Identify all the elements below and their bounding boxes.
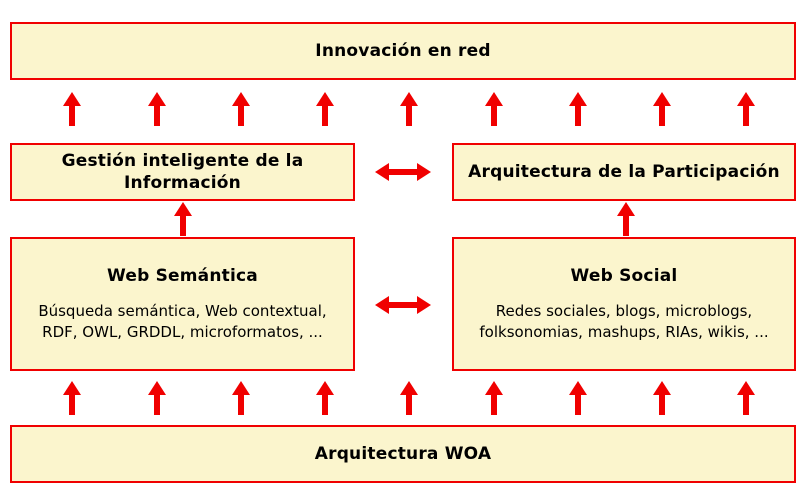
arrow-up-innovacion-3 — [232, 92, 250, 126]
box-title: Arquitectura de la Participación — [468, 162, 780, 182]
arrow-shaft — [406, 104, 412, 126]
arrow-shaft — [238, 104, 244, 126]
arrow-shaft — [743, 393, 749, 415]
arrow-bidirectional-middle — [375, 163, 431, 181]
arrow-up-woa-5 — [400, 381, 418, 415]
box-arquitectura-woa — [10, 425, 796, 483]
arrow-up-semantica-to-gestion — [174, 202, 192, 236]
arrow-head-right-icon — [417, 296, 431, 314]
box-gestion-inteligente-informacion — [10, 143, 355, 201]
arrow-up-innovacion-5 — [400, 92, 418, 126]
box-body-line-1: Redes sociales, blogs, microblogs, — [495, 302, 753, 320]
arrow-shaft — [659, 104, 665, 126]
arrow-shaft — [491, 393, 497, 415]
arrow-head-right-icon — [417, 163, 431, 181]
arrow-shaft — [154, 104, 160, 126]
arrow-shaft — [623, 214, 629, 236]
arrow-up-woa-7 — [569, 381, 587, 415]
box-title: Innovación en red — [315, 41, 491, 61]
arrow-up-woa-2 — [148, 381, 166, 415]
arrow-up-innovacion-8 — [653, 92, 671, 126]
arrow-up-woa-1 — [63, 381, 81, 415]
arrow-up-innovacion-9 — [737, 92, 755, 126]
arrow-shaft — [238, 393, 244, 415]
box-web-semantica — [10, 237, 355, 371]
arrow-shaft — [743, 104, 749, 126]
box-title: Arquitectura WOA — [314, 444, 492, 464]
arrow-shaft — [575, 393, 581, 415]
arrow-shaft — [387, 169, 419, 175]
box-body-line-2: RDF, OWL, GRDDL, microformatos, ... — [42, 323, 323, 341]
box-title: Web Semántica — [107, 266, 258, 286]
arrow-up-woa-6 — [485, 381, 503, 415]
arrow-shaft — [387, 302, 419, 308]
box-innovacion-en-red — [10, 22, 796, 80]
arrow-shaft — [322, 393, 328, 415]
arrow-up-innovacion-4 — [316, 92, 334, 126]
arrow-shaft — [69, 104, 75, 126]
arrow-shaft — [575, 104, 581, 126]
box-body — [469, 301, 778, 343]
arrow-shaft — [69, 393, 75, 415]
arrow-shaft — [659, 393, 665, 415]
box-title: Web Social — [570, 266, 678, 286]
arrow-bidirectional-lower — [375, 296, 431, 314]
box-body-line-2: folksonomias, mashups, RIAs, wikis, ... — [479, 323, 769, 341]
arrow-up-innovacion-1 — [63, 92, 81, 126]
box-body — [28, 301, 336, 343]
arrow-up-woa-8 — [653, 381, 671, 415]
arrow-shaft — [154, 393, 160, 415]
arrow-up-innovacion-2 — [148, 92, 166, 126]
arrow-up-innovacion-7 — [569, 92, 587, 126]
arrow-up-woa-3 — [232, 381, 250, 415]
box-arquitectura-participacion — [452, 143, 796, 201]
box-title: Gestión inteligente de la Información — [61, 151, 304, 193]
arrow-shaft — [322, 104, 328, 126]
box-body-line-1: Búsqueda semántica, Web contextual, — [38, 302, 327, 320]
arrow-shaft — [180, 214, 186, 236]
arrow-up-social-to-participacion — [617, 202, 635, 236]
arrow-up-woa-9 — [737, 381, 755, 415]
arrow-shaft — [491, 104, 497, 126]
box-web-social — [452, 237, 796, 371]
arrow-shaft — [406, 393, 412, 415]
arrow-up-innovacion-6 — [485, 92, 503, 126]
arrow-up-woa-4 — [316, 381, 334, 415]
